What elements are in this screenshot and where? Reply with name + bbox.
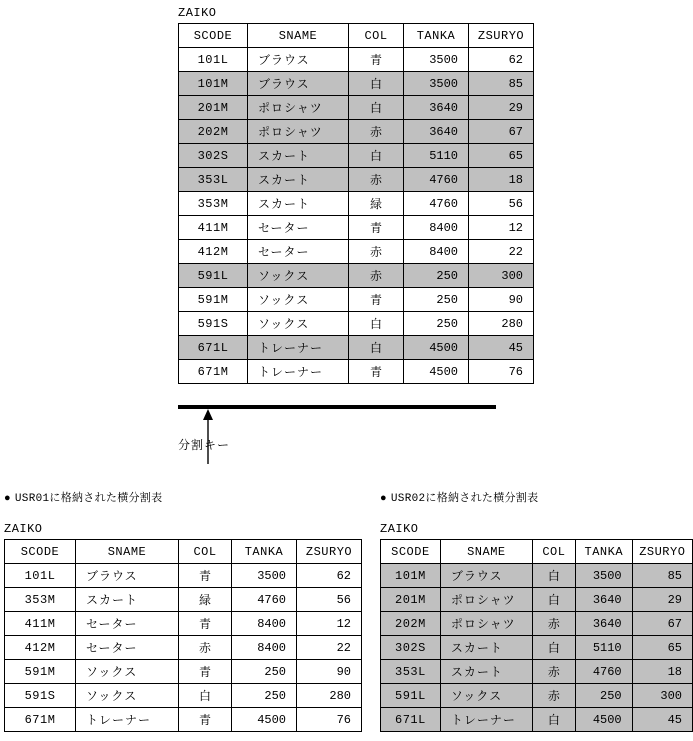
table-row bbox=[5, 612, 362, 636]
cell-scode: 101M bbox=[381, 564, 441, 588]
bullet-icon: ● bbox=[4, 493, 11, 505]
cell-zsuryo: 280 bbox=[297, 684, 362, 708]
cell-sname: スカート bbox=[440, 660, 532, 684]
cell-zsuryo: 18 bbox=[632, 660, 692, 684]
cell-col: 白 bbox=[349, 312, 404, 336]
cell-col: 赤 bbox=[179, 636, 232, 660]
table-row bbox=[179, 192, 534, 216]
column-header-scode: SCODE bbox=[5, 540, 76, 564]
column-header-col: COL bbox=[532, 540, 575, 564]
cell-sname: ブラウス bbox=[440, 564, 532, 588]
cell-zsuryo: 65 bbox=[632, 636, 692, 660]
cell-zsuryo: 18 bbox=[469, 168, 534, 192]
cell-col: 青 bbox=[179, 612, 232, 636]
cell-zsuryo: 29 bbox=[632, 588, 692, 612]
cell-sname: ブラウス bbox=[76, 564, 179, 588]
cell-scode: 202M bbox=[179, 120, 248, 144]
cell-zsuryo: 62 bbox=[297, 564, 362, 588]
cell-col: 青 bbox=[349, 360, 404, 384]
cell-col: 赤 bbox=[532, 612, 575, 636]
cell-tanka: 250 bbox=[232, 660, 297, 684]
cell-sname: トレーナー bbox=[248, 360, 349, 384]
cell-tanka: 3500 bbox=[404, 72, 469, 96]
table-row bbox=[179, 168, 534, 192]
right-table bbox=[380, 539, 693, 732]
table-row bbox=[381, 660, 693, 684]
cell-tanka: 4760 bbox=[575, 660, 632, 684]
cell-sname: スカート bbox=[248, 168, 349, 192]
cell-col: 青 bbox=[179, 708, 232, 732]
cell-scode: 302S bbox=[179, 144, 248, 168]
cell-tanka: 250 bbox=[232, 684, 297, 708]
cell-zsuryo: 65 bbox=[469, 144, 534, 168]
cell-scode: 671M bbox=[179, 360, 248, 384]
cell-scode: 671M bbox=[5, 708, 76, 732]
cell-tanka: 250 bbox=[404, 312, 469, 336]
cell-col: 赤 bbox=[349, 264, 404, 288]
cell-col: 青 bbox=[349, 216, 404, 240]
cell-scode: 412M bbox=[179, 240, 248, 264]
cell-sname: スカート bbox=[76, 588, 179, 612]
cell-scode: 353M bbox=[179, 192, 248, 216]
cell-scode: 591S bbox=[179, 312, 248, 336]
cell-zsuryo: 56 bbox=[297, 588, 362, 612]
cell-sname: ポロシャツ bbox=[440, 588, 532, 612]
cell-tanka: 250 bbox=[575, 684, 632, 708]
left-table-title: ZAIKO bbox=[4, 522, 43, 536]
cell-col: 赤 bbox=[532, 684, 575, 708]
column-header-zsuryo: ZSURYO bbox=[632, 540, 692, 564]
cell-tanka: 4500 bbox=[232, 708, 297, 732]
right-heading-text: USR02に格納された横分割表 bbox=[390, 493, 539, 505]
table-row bbox=[381, 612, 693, 636]
cell-tanka: 4500 bbox=[404, 336, 469, 360]
cell-tanka: 3500 bbox=[404, 48, 469, 72]
right-partition-heading bbox=[380, 489, 693, 505]
cell-col: 白 bbox=[532, 588, 575, 612]
table-row bbox=[5, 588, 362, 612]
cell-col: 赤 bbox=[532, 660, 575, 684]
cell-tanka: 8400 bbox=[232, 636, 297, 660]
cell-tanka: 5110 bbox=[575, 636, 632, 660]
table-row bbox=[5, 708, 362, 732]
cell-col: 青 bbox=[179, 660, 232, 684]
table-row bbox=[381, 588, 693, 612]
cell-zsuryo: 90 bbox=[469, 288, 534, 312]
cell-tanka: 4760 bbox=[404, 192, 469, 216]
cell-tanka: 5110 bbox=[404, 144, 469, 168]
column-header-sname: SNAME bbox=[248, 24, 349, 48]
table-row bbox=[179, 336, 534, 360]
table-row bbox=[381, 564, 693, 588]
cell-scode: 591L bbox=[381, 684, 441, 708]
cell-scode: 411M bbox=[179, 216, 248, 240]
column-header-tanka: TANKA bbox=[232, 540, 297, 564]
column-header-zsuryo: ZSURYO bbox=[297, 540, 362, 564]
cell-sname: スカート bbox=[248, 192, 349, 216]
table-row bbox=[179, 120, 534, 144]
table-row bbox=[179, 240, 534, 264]
cell-sname: ポロシャツ bbox=[248, 120, 349, 144]
cell-scode: 591M bbox=[5, 660, 76, 684]
cell-tanka: 3640 bbox=[404, 120, 469, 144]
cell-tanka: 3640 bbox=[575, 612, 632, 636]
cell-zsuryo: 29 bbox=[469, 96, 534, 120]
cell-sname: スカート bbox=[440, 636, 532, 660]
cell-sname: ソックス bbox=[76, 684, 179, 708]
cell-scode: 302S bbox=[381, 636, 441, 660]
cell-scode: 671L bbox=[179, 336, 248, 360]
cell-scode: 671L bbox=[381, 708, 441, 732]
column-header-scode: SCODE bbox=[179, 24, 248, 48]
cell-sname: セーター bbox=[248, 240, 349, 264]
cell-col: 青 bbox=[349, 48, 404, 72]
cell-scode: 353L bbox=[381, 660, 441, 684]
left-partition-block bbox=[4, 489, 362, 732]
main-table bbox=[178, 23, 534, 384]
cell-zsuryo: 85 bbox=[469, 72, 534, 96]
table-row bbox=[381, 684, 693, 708]
cell-scode: 591S bbox=[5, 684, 76, 708]
table-row bbox=[179, 96, 534, 120]
cell-sname: ブラウス bbox=[248, 48, 349, 72]
column-header-sname: SNAME bbox=[76, 540, 179, 564]
cell-col: 白 bbox=[349, 72, 404, 96]
cell-sname: セーター bbox=[76, 636, 179, 660]
cell-tanka: 3500 bbox=[575, 564, 632, 588]
cell-sname: ソックス bbox=[76, 660, 179, 684]
column-header-zsuryo: ZSURYO bbox=[469, 24, 534, 48]
table-header-row bbox=[381, 540, 693, 564]
cell-zsuryo: 45 bbox=[632, 708, 692, 732]
right-partition-block bbox=[380, 489, 693, 732]
table-row bbox=[5, 660, 362, 684]
cell-sname: トレーナー bbox=[248, 336, 349, 360]
cell-zsuryo: 45 bbox=[469, 336, 534, 360]
cell-col: 緑 bbox=[179, 588, 232, 612]
cell-zsuryo: 12 bbox=[469, 216, 534, 240]
cell-sname: ブラウス bbox=[248, 72, 349, 96]
cell-zsuryo: 22 bbox=[297, 636, 362, 660]
cell-sname: トレーナー bbox=[440, 708, 532, 732]
column-header-tanka: TANKA bbox=[575, 540, 632, 564]
cell-sname: スカート bbox=[248, 144, 349, 168]
cell-zsuryo: 85 bbox=[632, 564, 692, 588]
cell-tanka: 8400 bbox=[404, 240, 469, 264]
main-table-block bbox=[178, 6, 534, 384]
table-row bbox=[381, 636, 693, 660]
column-header-tanka: TANKA bbox=[404, 24, 469, 48]
cell-tanka: 4760 bbox=[232, 588, 297, 612]
cell-scode: 591L bbox=[179, 264, 248, 288]
right-table-title: ZAIKO bbox=[380, 522, 419, 536]
cell-zsuryo: 300 bbox=[632, 684, 692, 708]
cell-zsuryo: 12 bbox=[297, 612, 362, 636]
column-header-col: COL bbox=[349, 24, 404, 48]
cell-col: 緑 bbox=[349, 192, 404, 216]
cell-col: 白 bbox=[532, 708, 575, 732]
cell-scode: 101L bbox=[179, 48, 248, 72]
cell-zsuryo: 67 bbox=[469, 120, 534, 144]
table-row bbox=[5, 684, 362, 708]
cell-col: 青 bbox=[179, 564, 232, 588]
cell-col: 白 bbox=[532, 564, 575, 588]
cell-zsuryo: 67 bbox=[632, 612, 692, 636]
cell-sname: セーター bbox=[76, 612, 179, 636]
left-partition-heading bbox=[4, 489, 362, 505]
cell-sname: ポロシャツ bbox=[440, 612, 532, 636]
table-row bbox=[179, 360, 534, 384]
cell-sname: ソックス bbox=[248, 288, 349, 312]
column-header-col: COL bbox=[179, 540, 232, 564]
cell-sname: ポロシャツ bbox=[248, 96, 349, 120]
cell-tanka: 4500 bbox=[575, 708, 632, 732]
cell-sname: トレーナー bbox=[76, 708, 179, 732]
table-row bbox=[5, 564, 362, 588]
column-header-scode: SCODE bbox=[381, 540, 441, 564]
table-header-row bbox=[5, 540, 362, 564]
cell-scode: 591M bbox=[179, 288, 248, 312]
cell-col: 白 bbox=[349, 144, 404, 168]
cell-sname: ソックス bbox=[248, 312, 349, 336]
table-row bbox=[381, 708, 693, 732]
bullet-icon: ● bbox=[380, 493, 387, 505]
table-row bbox=[179, 216, 534, 240]
cell-zsuryo: 22 bbox=[469, 240, 534, 264]
column-header-sname: SNAME bbox=[440, 540, 532, 564]
table-row bbox=[179, 48, 534, 72]
table-row bbox=[179, 72, 534, 96]
cell-tanka: 250 bbox=[404, 264, 469, 288]
cell-scode: 353M bbox=[5, 588, 76, 612]
cell-tanka: 3500 bbox=[232, 564, 297, 588]
cell-tanka: 3640 bbox=[575, 588, 632, 612]
split-key-label: 分割キー bbox=[178, 439, 231, 453]
cell-col: 赤 bbox=[349, 120, 404, 144]
cell-col: 赤 bbox=[349, 168, 404, 192]
left-table bbox=[4, 539, 362, 732]
cell-scode: 411M bbox=[5, 612, 76, 636]
cell-tanka: 8400 bbox=[404, 216, 469, 240]
cell-sname: ソックス bbox=[248, 264, 349, 288]
cell-tanka: 250 bbox=[404, 288, 469, 312]
cell-col: 白 bbox=[532, 636, 575, 660]
cell-scode: 201M bbox=[179, 96, 248, 120]
table-header-row bbox=[179, 24, 534, 48]
cell-tanka: 3640 bbox=[404, 96, 469, 120]
cell-col: 白 bbox=[349, 336, 404, 360]
table-row bbox=[179, 312, 534, 336]
cell-zsuryo: 56 bbox=[469, 192, 534, 216]
left-heading-text: USR01に格納された横分割表 bbox=[14, 493, 163, 505]
cell-zsuryo: 300 bbox=[469, 264, 534, 288]
cell-scode: 201M bbox=[381, 588, 441, 612]
table-row bbox=[179, 144, 534, 168]
cell-tanka: 4500 bbox=[404, 360, 469, 384]
cell-zsuryo: 280 bbox=[469, 312, 534, 336]
cell-zsuryo: 90 bbox=[297, 660, 362, 684]
cell-sname: セーター bbox=[248, 216, 349, 240]
cell-zsuryo: 76 bbox=[297, 708, 362, 732]
cell-zsuryo: 76 bbox=[469, 360, 534, 384]
cell-col: 赤 bbox=[349, 240, 404, 264]
cell-scode: 353L bbox=[179, 168, 248, 192]
cell-scode: 412M bbox=[5, 636, 76, 660]
cell-scode: 101L bbox=[5, 564, 76, 588]
cell-sname: ソックス bbox=[440, 684, 532, 708]
table-row bbox=[179, 264, 534, 288]
cell-scode: 101M bbox=[179, 72, 248, 96]
cell-tanka: 4760 bbox=[404, 168, 469, 192]
cell-col: 白 bbox=[349, 96, 404, 120]
cell-zsuryo: 62 bbox=[469, 48, 534, 72]
cell-col: 青 bbox=[349, 288, 404, 312]
cell-scode: 202M bbox=[381, 612, 441, 636]
cell-tanka: 8400 bbox=[232, 612, 297, 636]
cell-col: 白 bbox=[179, 684, 232, 708]
main-table-title: ZAIKO bbox=[178, 6, 217, 20]
table-row bbox=[5, 636, 362, 660]
table-row bbox=[179, 288, 534, 312]
